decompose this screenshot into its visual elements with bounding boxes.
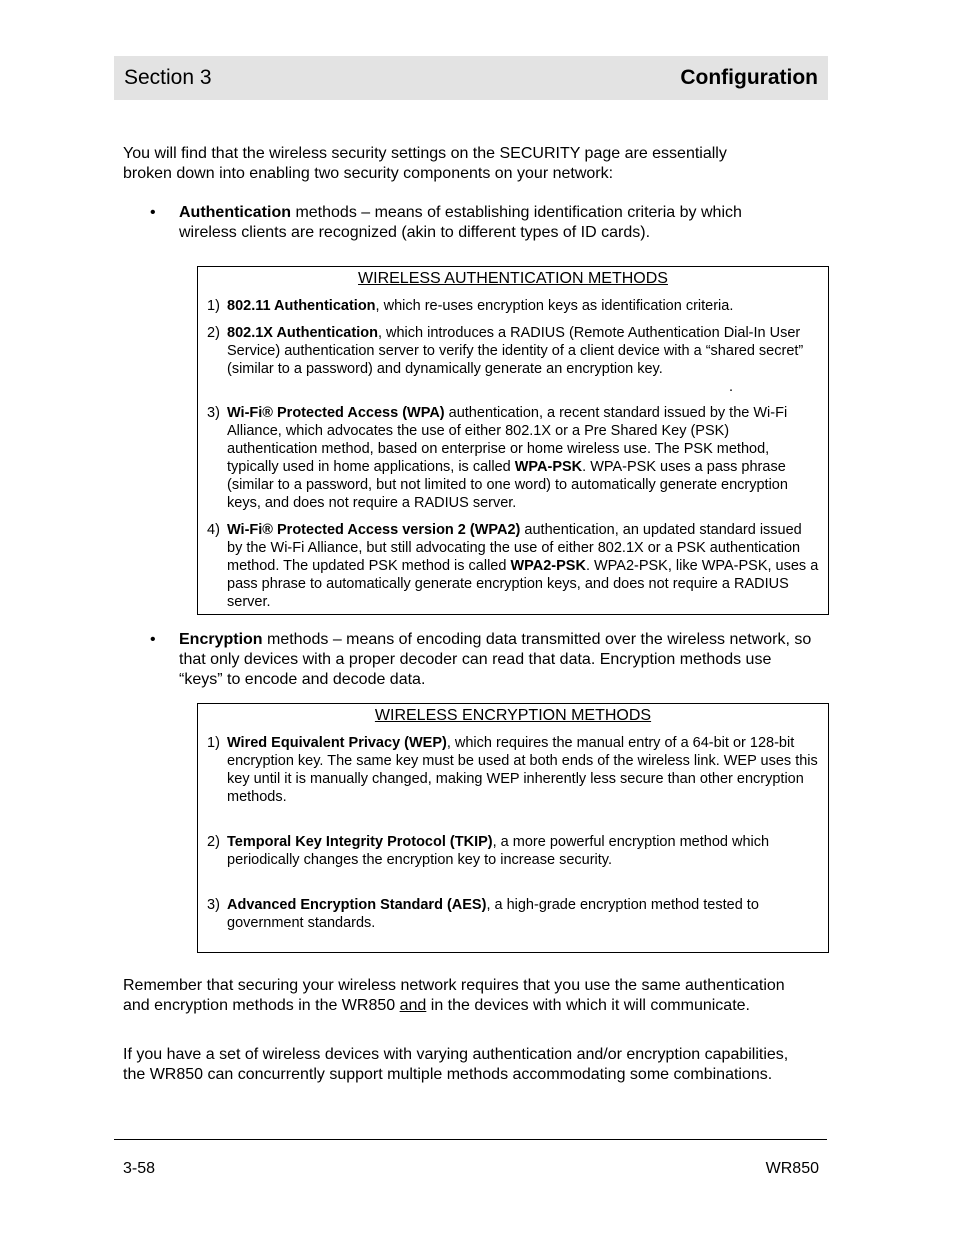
auth-box-title: WIRELESS AUTHENTICATION METHODS [358,270,668,287]
encryption-methods-box [197,703,829,953]
bullet-text: methods – means of establishing identification criteria by which wireless clients are recognized (akin to different types of ID cards). [179,204,742,241]
footer-divider [114,1139,827,1140]
enc-item: 1) Wired Equivalent Privacy (WEP), which requires the manual entry of a 64-bit or 128-bit encryption key. The same key must be used at both ends of the wireless link. WEP uses this key until it is manually changed, making WEP inherently less secure than other encryption methods. [207,735,818,805]
bullet-marker: • [150,631,156,648]
intro-line-2: broken down into enabling two security components on your network: [123,165,614,182]
bullet-bold: Encryption [179,631,263,648]
auth-item: 3) Wi-Fi® Protected Access (WPA) authentication, a recent standard issued by the Wi-Fi Alliance, which advocates the use of either 802.1X or a Pre Shared Key (PSK) authentication method, based on enterprise or home wireless use. The PSK method, typically used in home applications, is called WPA-PSK. WPA-PSK uses a pass phrase (similar to a password, but not limited to one word) to automatically generate encryption keys, and does not require a RADIUS server. [207,405,788,511]
encryption-bullet [150,630,830,690]
enc-item: 2) Temporal Key Integrity Protocol (TKIP), a more powerful encryption method which periodically changes the encryption key to increase security. [207,834,770,868]
varying-paragraph: If you have a set of wireless devices with varying authentication and/or encryption capabilities, the WR850 can concurrently support multiple methods accommodating some combinations. [123,1046,789,1083]
enc-item: 3) Advanced Encryption Standard (AES), a high-grade encryption method tested to government standards. [207,897,759,931]
auth-methods-box [197,266,829,615]
section-title: Configuration [680,66,818,89]
intro-paragraph [123,144,823,184]
auth-item: 4) Wi-Fi® Protected Access version 2 (WPA2) authentication, an updated standard issued by the Wi-Fi Alliance, but still advocating the use of either 802.1X or a PSK authentication method. The updated PSK method is called WPA2-PSK. WPA2-PSK, like WPA-PSK, uses a pass phrase to automatically generate encryption keys, and does not require a RADIUS server. [207,522,819,610]
page-header [114,56,828,100]
auth-item: 1) 802.11 Authentication, which re-uses encryption keys as identification criteria. [207,298,734,314]
bullet-bold: Authentication [179,204,291,221]
enc-box-title: WIRELESS ENCRYPTION METHODS [374,707,652,724]
remember-paragraph: Remember that securing your wireless network requires that you use the same authentication and encryption methods in the WR850 and in the devices with which it will communicate. [123,977,785,1014]
bullet-text: methods – means of encoding data transmitted over the wireless network, so that only devices with a proper decoder can read that data. Encryption methods use “keys” to encode and decode data. [179,631,812,688]
page-number: 3-58 [123,1160,156,1177]
stray-dot: . [728,379,733,395]
underlined-and: and [399,997,427,1014]
intro-line-1: You will find that the wireless security settings on the SECURITY page are essentially [123,145,727,162]
auth-item: 2) 802.1X Authentication, which introduces a RADIUS (Remote Authentication Dial-In User Service) authentication server to verify the identity of a client device with a “shared secret” (similar to a password) and dynamically generate an encryption key. [207,325,804,377]
section-label: Section 3 [124,66,212,89]
authentication-bullet [150,203,830,243]
product-name: WR850 [765,1160,819,1177]
bullet-marker: • [150,204,156,221]
